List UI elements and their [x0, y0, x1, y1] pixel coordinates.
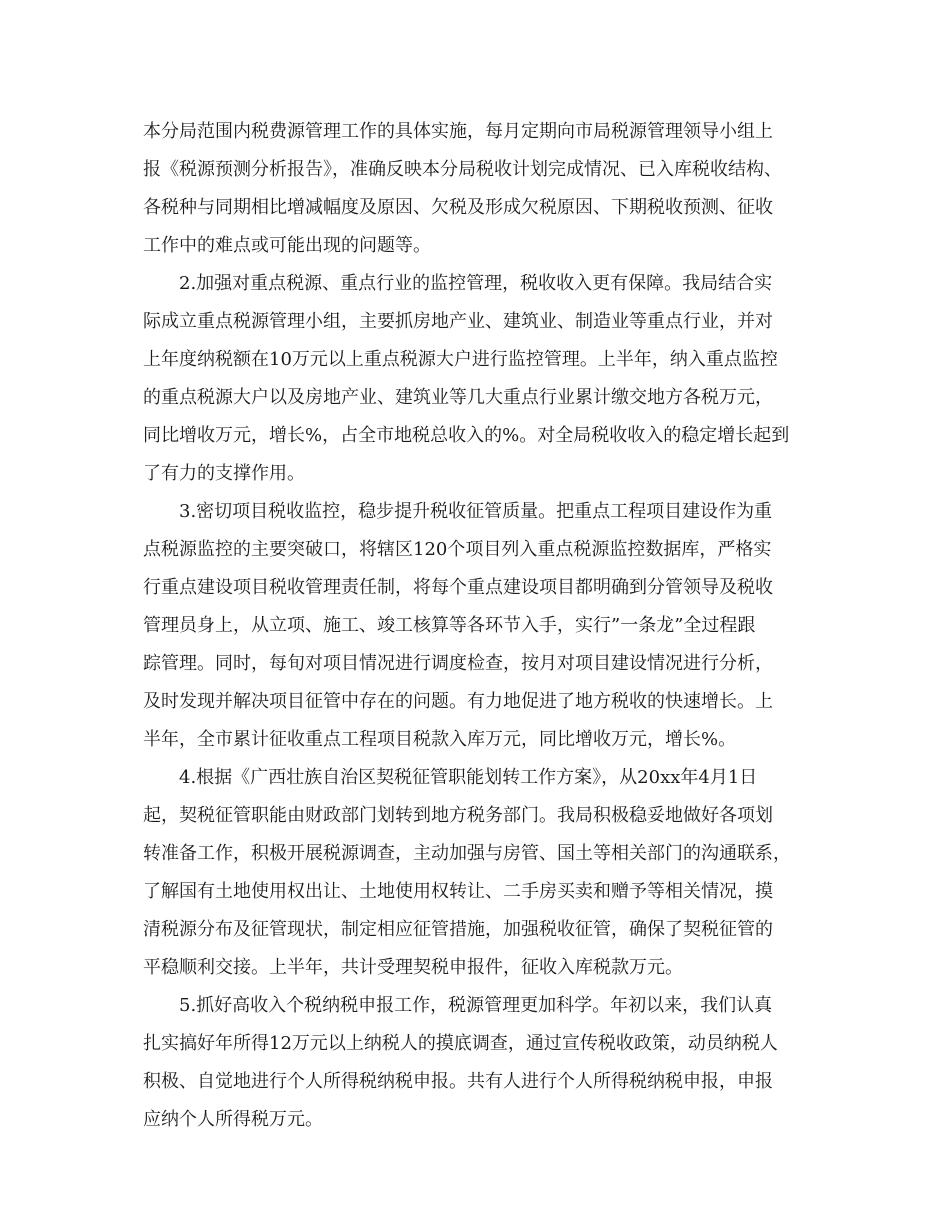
text-line: 应纳个人所得税万元。 — [143, 1109, 323, 1130]
text-line: 了解国有土地使用权出让、土地使用权转让、二手房买卖和赠予等相关情况，摸 — [143, 881, 773, 902]
text-line: 平稳顺利交接。上半年，共计受理契税申报件，征收入库税款万元。 — [143, 957, 683, 978]
text-line: 扎实搞好年所得12万元以上纳税人的摸底调查，通过宣传税收政策，动员纳税人 — [143, 1033, 778, 1054]
text-line: 点税源监控的主要突破口，将辖区120个项目列入重点税源监控数据库，严格实 — [143, 539, 772, 560]
text-line: 各税种与同期相比增减幅度及原因、欠税及形成欠税原因、下期税收预测、征收 — [143, 197, 773, 218]
document-body — [143, 113, 808, 1139]
text-line: 行重点建设项目税收管理责任制，将每个重点建设项目都明确到分管领导及税收 — [143, 577, 773, 598]
paragraph-1 — [143, 113, 808, 265]
text-line: 清税源分布及征管现状，制定相应征管措施，加强税收征管，确保了契税征管的 — [143, 919, 773, 940]
text-line: 了有力的支撑作用。 — [143, 463, 305, 484]
text-line: 半年，全市累计征收重点工程项目税款入库万元，同比增收万元，增长%。 — [143, 729, 737, 750]
text-line: 上年度纳税额在10万元以上重点税源大户进行监控管理。上半年，纳入重点监控 — [143, 349, 778, 370]
text-line: 2.加强对重点税源、重点行业的监控管理，税收收入更有保障。我局结合实 — [179, 273, 773, 294]
paragraph-3 — [143, 493, 808, 759]
text-line: 4.根据《广西壮族自治区契税征管职能划转工作方案》，从20xx年4月1日 — [179, 767, 758, 788]
text-line: 积极、自觉地进行个人所得税纳税申报。共有人进行个人所得税纳税申报，申报 — [143, 1071, 773, 1092]
text-line: 工作中的难点或可能出现的问题等。 — [143, 235, 431, 256]
text-line: 的重点税源大户以及房地产业、建筑业等几大重点行业累计缴交地方各税万元， — [143, 387, 773, 408]
text-line: 及时发现并解决项目征管中存在的问题。有力地促进了地方税收的快速增长。上 — [143, 691, 773, 712]
text-line: 起，契税征管职能由财政部门划转到地方税务部门。我局积极稳妥地做好各项划 — [143, 805, 773, 826]
paragraph-2 — [143, 265, 808, 493]
text-line: 转准备工作，积极开展税源调查，主动加强与房管、国土等相关部门的沟通联系， — [143, 843, 791, 864]
text-line: 同比增收万元，增长%，占全市地税总收入的%。对全局税收收入的稳定增长起到 — [143, 425, 790, 446]
text-line: 管理员身上，从立项、施工、竣工核算等各环节入手，实行”一条龙”全过程跟 — [143, 615, 756, 636]
text-line: 3.密切项目税收监控，稳步提升税收征管质量。把重点工程项目建设作为重 — [179, 501, 773, 522]
text-line: 本分局范围内税费源管理工作的具体实施，每月定期向市局税源管理领导小组上 — [143, 121, 773, 142]
paragraph-5 — [143, 987, 808, 1139]
text-line: 际成立重点税源管理小组，主要抓房地产业、建筑业、制造业等重点行业，并对 — [143, 311, 773, 332]
text-line: 5.抓好高收入个税纳税申报工作，税源管理更加科学。年初以来，我们认真 — [179, 995, 773, 1016]
paragraph-4 — [143, 759, 808, 987]
text-line: 报《税源预测分析报告》，准确反映本分局税收计划完成情况、已入库税收结构、 — [143, 159, 782, 180]
text-line: 踪管理。同时，每旬对项目情况进行调度检查，按月对项目建设情况进行分析， — [143, 653, 773, 674]
